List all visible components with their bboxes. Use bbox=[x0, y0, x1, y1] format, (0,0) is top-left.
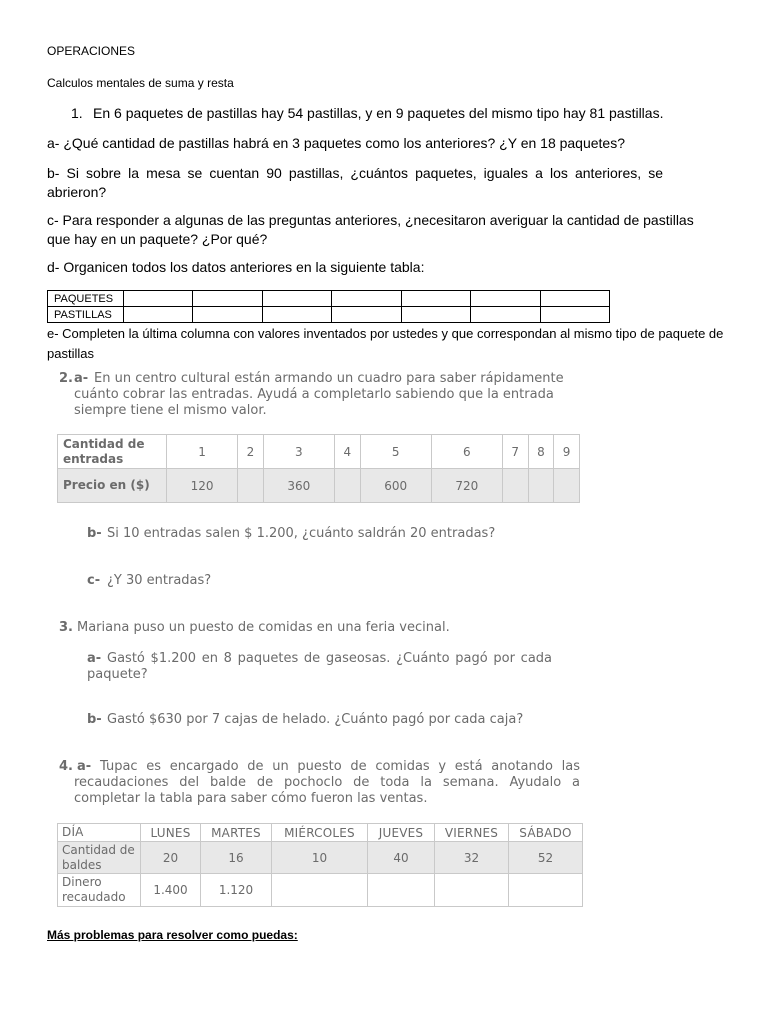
problem-1-text: En 6 paquetes de pastillas hay 54 pastillas, y en 9 paquetes del mismo tipo hay 81 pastillas. bbox=[93, 105, 664, 121]
table-cell[interactable] bbox=[262, 307, 331, 323]
problem-1-question-c: c- Para responder a algunas de las preguntas anteriores, ¿necesitaron averiguar la cantidad de pastillas que hay en un paquete? ¿Por qué? bbox=[47, 212, 694, 247]
table-row-label: Dinero recaudado bbox=[58, 874, 141, 907]
problem-2-b-label: b- bbox=[87, 526, 102, 541]
table-cell[interactable] bbox=[123, 307, 192, 323]
table-cell[interactable] bbox=[401, 307, 470, 323]
problem-3-a-text: Gastó $1.200 en 8 paquetes de gaseosas. ¿Cuánto pagó por cada paquete? bbox=[87, 651, 552, 682]
table-row-label: Cantidad de entradas bbox=[58, 435, 167, 469]
table-row bbox=[48, 291, 610, 307]
problem-2-b-text: Si 10 entradas salen $ 1.200, ¿cuánto saldrán 20 entradas? bbox=[107, 526, 496, 541]
table-cell[interactable] bbox=[332, 291, 401, 307]
table-cell[interactable] bbox=[435, 874, 509, 907]
table-cell[interactable] bbox=[554, 469, 580, 503]
page-subtitle: Calculos mentales de suma y resta bbox=[47, 76, 234, 90]
problem-3-b-text: Gastó $630 por 7 cajas de helado. ¿Cuánto pagó por cada caja? bbox=[107, 712, 524, 727]
problem-3-b-label: b- bbox=[87, 712, 102, 727]
table-cell[interactable] bbox=[272, 874, 368, 907]
table-row-label: PASTILLAS bbox=[48, 307, 124, 323]
table-cell: 5 bbox=[360, 435, 431, 469]
table-cell[interactable]: 120 bbox=[167, 469, 238, 503]
problem-1-question-e: e- Completen la última columna con valores inventados por ustedes y que correspondan al mismo tipo de paquete de pastillas bbox=[47, 326, 724, 361]
problem-1-question-b: b- Si sobre la mesa se cuentan 90 pastillas, ¿cuántos paquetes, iguales a los anteriores, se abrieron? bbox=[47, 165, 663, 200]
problem-2-number: 2. bbox=[59, 371, 73, 386]
problem-4-a-text: Tupac es encargado de un puesto de comidas y está anotando las recaudaciones del balde de pochoclo de toda la semana. Ayudalo a completar la tabla para saber cómo fueron las ventas. bbox=[74, 759, 580, 806]
table-cell: 40 bbox=[368, 842, 435, 874]
table-cell[interactable] bbox=[238, 469, 264, 503]
table-row bbox=[58, 842, 583, 874]
table-row bbox=[58, 874, 583, 907]
table-header-cell: LUNES bbox=[141, 824, 201, 842]
table-header-cell: JUEVES bbox=[368, 824, 435, 842]
problem-1-number: 1. bbox=[71, 105, 83, 121]
table-cell: 7 bbox=[502, 435, 528, 469]
table-cell[interactable] bbox=[332, 307, 401, 323]
problem-2-a-label: a- bbox=[74, 371, 89, 386]
table-cell: 10 bbox=[272, 842, 368, 874]
table-header-cell: MIÉRCOLES bbox=[272, 824, 368, 842]
problem-2-a-text: En un centro cultural están armando un cuadro para saber rápidamente cuánto cobrar las entradas. Ayudá a completarlo sabiendo que la entrada siempre tiene el mismo valor. bbox=[74, 371, 564, 418]
table-cell[interactable] bbox=[368, 874, 435, 907]
table-cell: 52 bbox=[509, 842, 583, 874]
tickets-table bbox=[57, 434, 580, 503]
table-cell[interactable]: 360 bbox=[263, 469, 334, 503]
table-cell[interactable]: 1.400 bbox=[141, 874, 201, 907]
table-cell: 3 bbox=[263, 435, 334, 469]
table-cell[interactable]: 600 bbox=[360, 469, 431, 503]
table-header-cell: VIERNES bbox=[435, 824, 509, 842]
table-cell[interactable] bbox=[193, 291, 262, 307]
table-cell[interactable]: 720 bbox=[431, 469, 502, 503]
page-title: OPERACIONES bbox=[47, 44, 136, 58]
table-row-label: PAQUETES bbox=[48, 291, 124, 307]
table-cell[interactable] bbox=[334, 469, 360, 503]
table-cell[interactable] bbox=[193, 307, 262, 323]
table-cell[interactable]: 1.120 bbox=[201, 874, 272, 907]
table-cell[interactable] bbox=[540, 291, 609, 307]
table-header-cell: SÁBADO bbox=[509, 824, 583, 842]
problem-4-number: 4. bbox=[59, 759, 73, 774]
table-cell: 4 bbox=[334, 435, 360, 469]
table-cell: 16 bbox=[201, 842, 272, 874]
table-cell[interactable] bbox=[471, 307, 540, 323]
more-problems-heading: Más problemas para resolver como puedas: bbox=[47, 928, 298, 942]
problem-1-question-d: d- Organicen todos los datos anteriores en la siguiente tabla: bbox=[47, 259, 425, 275]
problem-3-a-label: a- bbox=[87, 651, 102, 666]
table-cell[interactable] bbox=[540, 307, 609, 323]
table-cell[interactable] bbox=[509, 874, 583, 907]
problem-4-a-label: a- bbox=[77, 759, 92, 774]
table-cell: 2 bbox=[238, 435, 264, 469]
problem-3-text: Mariana puso un puesto de comidas en una feria vecinal. bbox=[77, 620, 450, 635]
packages-table bbox=[47, 290, 610, 323]
table-row bbox=[58, 824, 583, 842]
table-row-label: Precio en ($) bbox=[58, 469, 167, 503]
table-cell[interactable] bbox=[401, 291, 470, 307]
problem-1-question-a: a- ¿Qué cantidad de pastillas habrá en 3 paquetes como los anteriores? ¿Y en 18 paquetes? bbox=[47, 135, 626, 151]
problem-2-c-text: ¿Y 30 entradas? bbox=[107, 573, 212, 588]
table-cell[interactable] bbox=[502, 469, 528, 503]
table-row bbox=[58, 435, 580, 469]
table-cell[interactable] bbox=[262, 291, 331, 307]
table-header-cell: MARTES bbox=[201, 824, 272, 842]
problem-2-c-label: c- bbox=[87, 573, 101, 588]
table-cell: 1 bbox=[167, 435, 238, 469]
table-row bbox=[48, 307, 610, 323]
table-cell[interactable] bbox=[123, 291, 192, 307]
sales-table bbox=[57, 823, 583, 907]
problem-3-number: 3. bbox=[59, 620, 73, 635]
table-row bbox=[58, 469, 580, 503]
table-cell: 20 bbox=[141, 842, 201, 874]
table-cell[interactable] bbox=[471, 291, 540, 307]
table-cell[interactable] bbox=[528, 469, 554, 503]
table-cell: 6 bbox=[431, 435, 502, 469]
table-row-label: Cantidad de baldes bbox=[58, 842, 141, 874]
table-cell: 9 bbox=[554, 435, 580, 469]
table-header-cell: DÍA bbox=[58, 824, 141, 842]
table-cell: 32 bbox=[435, 842, 509, 874]
table-cell: 8 bbox=[528, 435, 554, 469]
